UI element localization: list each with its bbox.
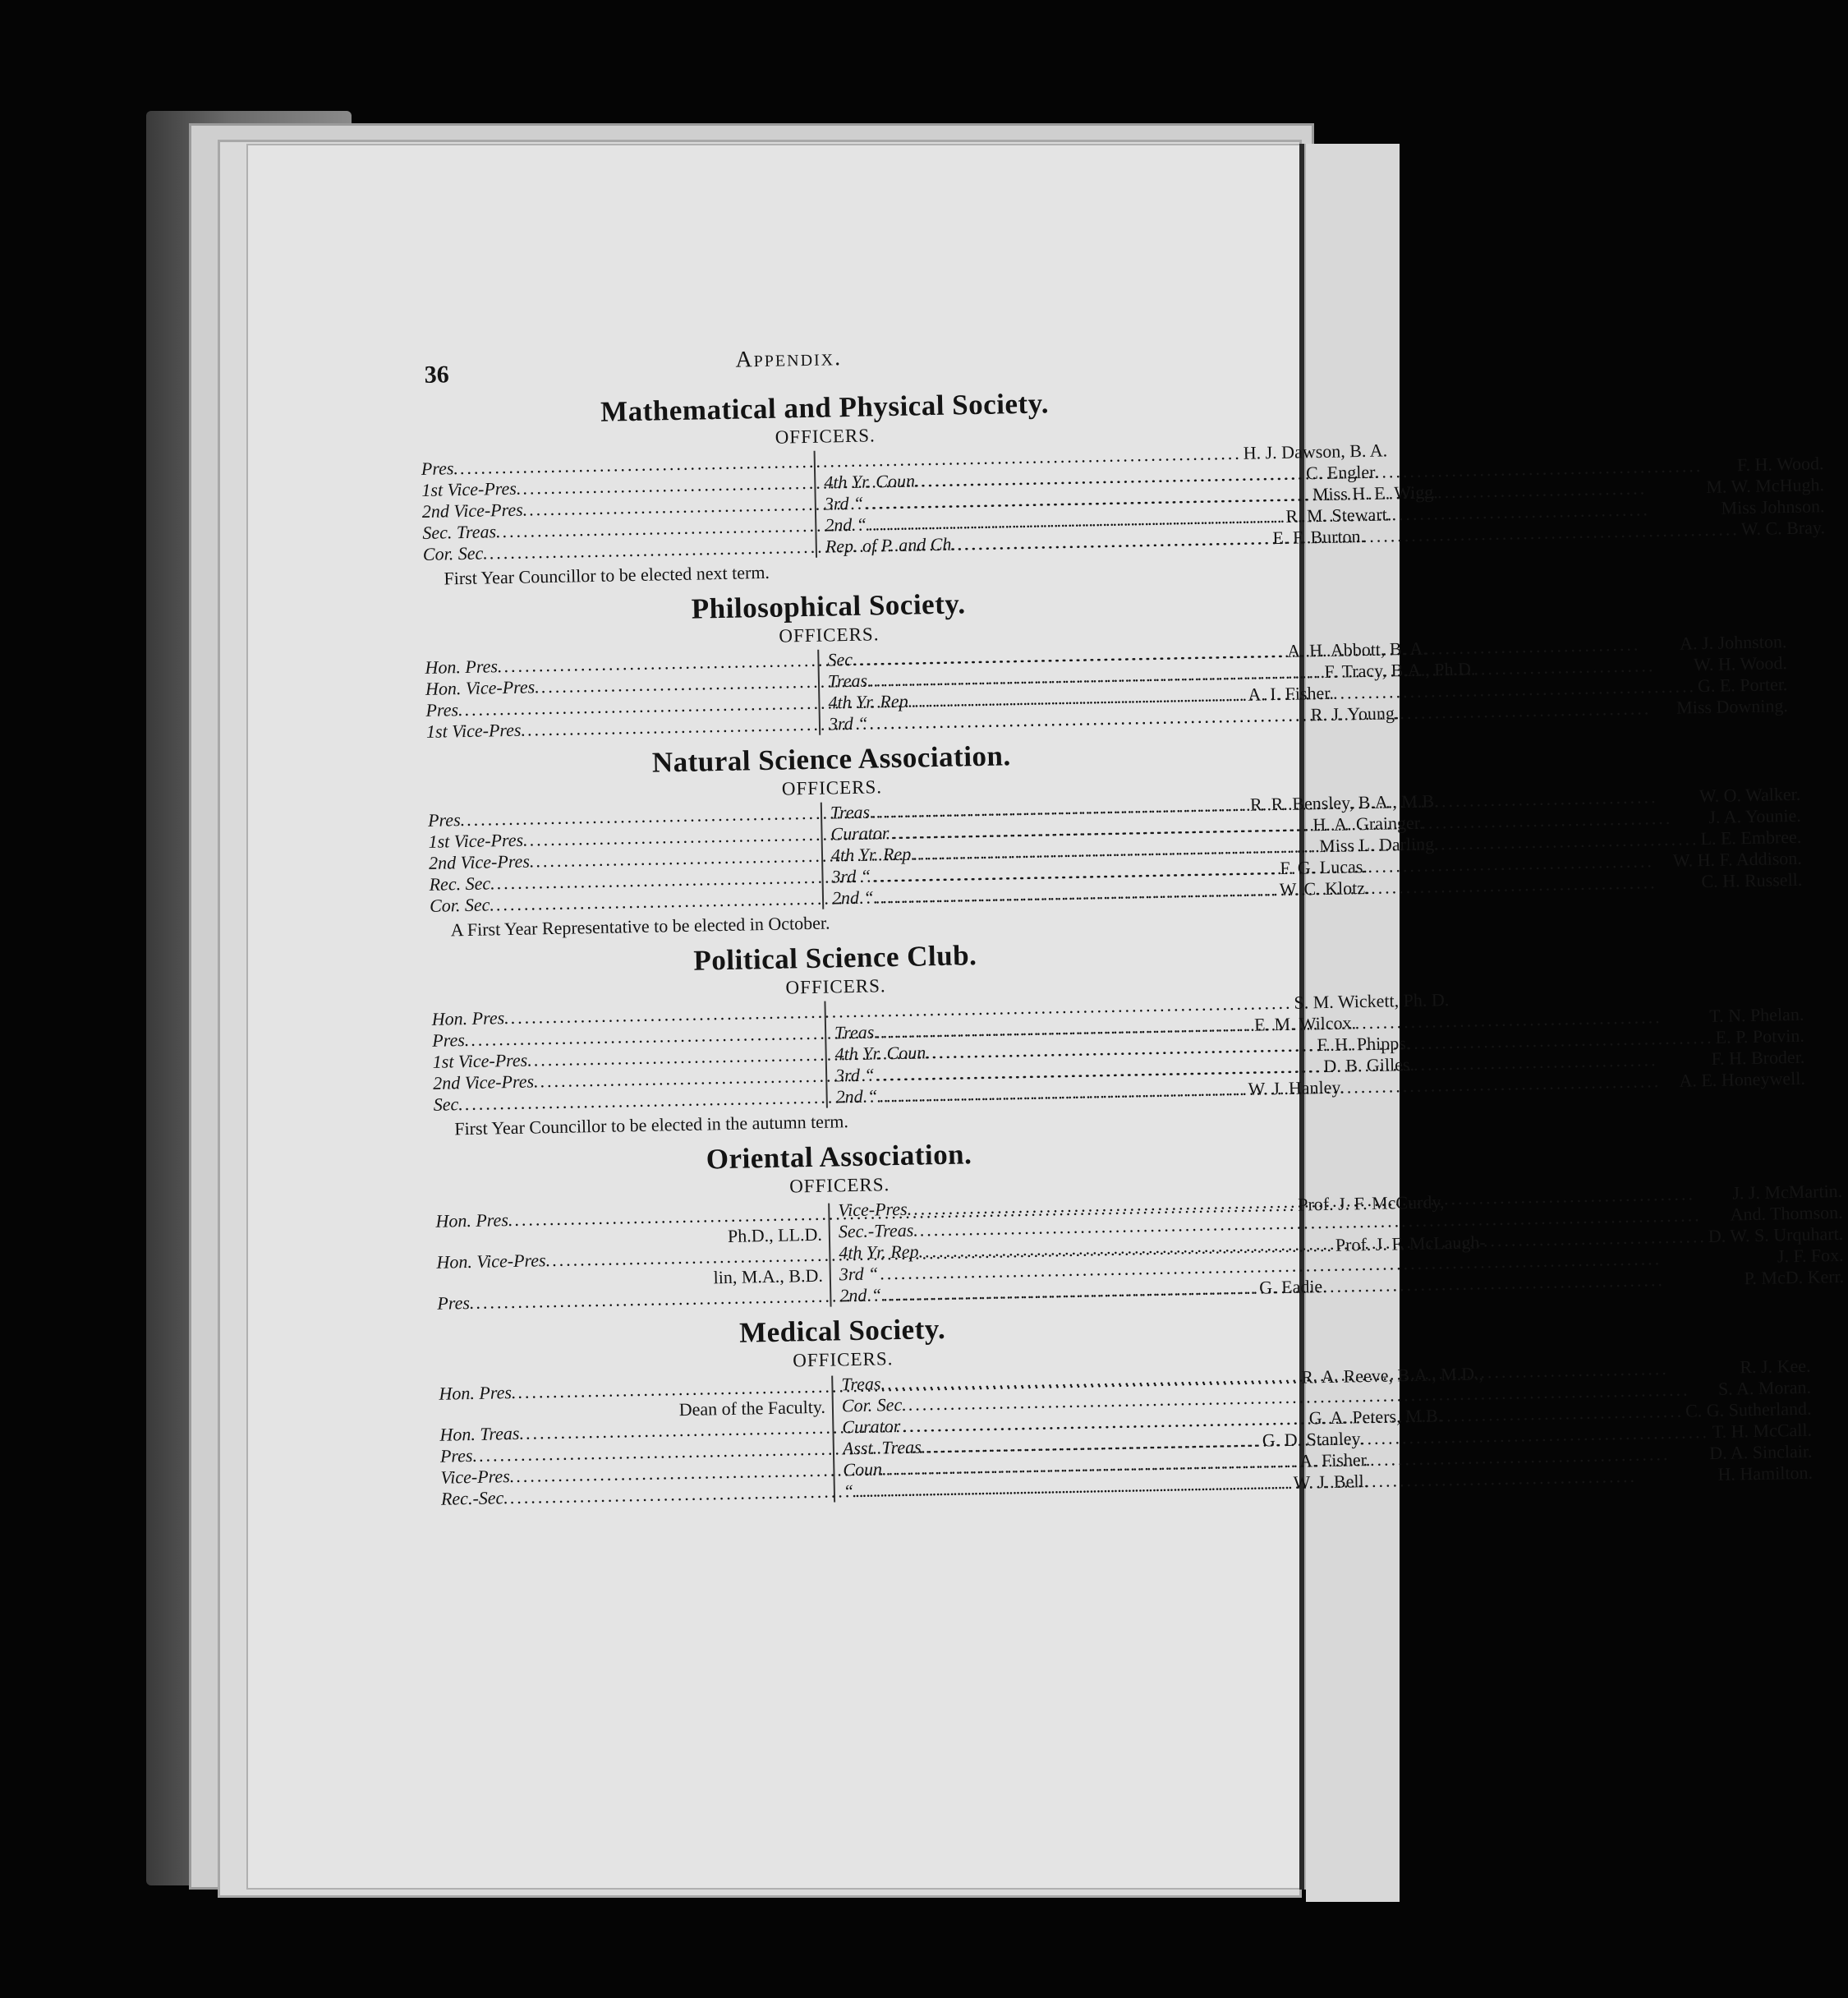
office-title: 2nd Vice-Pres.	[433, 1070, 539, 1093]
office-title: Hon. Vice-Pres.	[436, 1250, 551, 1273]
officer-name: H. J. Dawson, B. A.	[1243, 440, 1388, 463]
officer-name: G. Eadie.	[1258, 1275, 1327, 1298]
office-title: Vice-Pres.	[440, 1466, 515, 1488]
office-title: Cor. Sec.	[422, 542, 488, 564]
officer-column-right	[822, 784, 1803, 909]
office-title: Pres.	[421, 458, 459, 479]
officer-name: Prof. J. F. McLaugh-	[1335, 1231, 1486, 1255]
officer-column-right	[816, 453, 1825, 558]
society-title: Medical Society.	[738, 1312, 946, 1349]
office-title: 4th Yr. Coun.	[824, 470, 920, 493]
officer-column-right	[819, 631, 1788, 735]
office-title: 3rd “	[831, 865, 871, 887]
officer-column-right	[830, 1181, 1844, 1307]
officer-name: A. Fisher.	[1299, 1449, 1371, 1471]
officer-columns	[431, 989, 1806, 1116]
office-title: 1st Vice-Pres.	[432, 1049, 532, 1072]
officer-name: M. W. McHugh.	[1706, 474, 1825, 497]
office-title: 2nd “	[839, 1284, 882, 1306]
officer-name: F. H. Phipps.	[1317, 1032, 1411, 1056]
office-title: 3rd “	[824, 492, 864, 514]
office-title: Treas.	[841, 1373, 886, 1395]
running-title: Appendix.	[735, 345, 843, 373]
office-title: Pres.	[439, 1444, 478, 1466]
officers-heading: OFFICERS.	[779, 624, 880, 647]
officer-name: R. J. Kee.	[1740, 1355, 1811, 1378]
office-title: Treas.	[830, 801, 875, 823]
officer-name: W. H. F. Addison.	[1672, 847, 1803, 871]
officer-name: A. E. Honeywell.	[1679, 1067, 1806, 1091]
officer-name: G. E. Porter.	[1697, 674, 1788, 697]
office-title: Sec. Treas.	[422, 521, 501, 543]
officer-name-continued: lin, M.A., B.D.	[713, 1264, 824, 1288]
office-title: Pres.	[432, 1029, 470, 1051]
office-title: 2nd “	[825, 513, 867, 536]
office-title: Pres.	[437, 1291, 475, 1314]
officer-name: R. J. Young.	[1310, 702, 1400, 725]
officer-name: R. A. Reeve, B.A., M.D.,	[1300, 1363, 1484, 1388]
officer-name: And. Thomson.	[1730, 1201, 1843, 1225]
officer-name: L. E. Embree.	[1700, 826, 1802, 849]
office-title: 1st Vice-Pres.	[421, 477, 522, 500]
society-title: Philosophical Society.	[691, 587, 966, 625]
office-title: Sec.-Treas.	[838, 1219, 918, 1242]
officer-name: Miss H. E. Wigg.	[1312, 481, 1438, 505]
officer-name: Miss Downing.	[1676, 695, 1789, 718]
officer-name: E. P. Potvin.	[1715, 1024, 1805, 1047]
officer-name: S. A. Moran.	[1717, 1376, 1812, 1399]
society-title: Oriental Association.	[706, 1138, 972, 1176]
officer-name: G. D. Stanley.	[1262, 1428, 1364, 1451]
office-title: Hon. Vice-Pres.	[425, 676, 540, 699]
society-title: Natural Science Association.	[651, 739, 1012, 779]
officer-name: D. A. Sinclair.	[1708, 1440, 1813, 1464]
officers-heading: OFFICERS.	[781, 776, 883, 799]
office-title: Vice-Pres.	[838, 1198, 913, 1221]
officer-name: F. G. Lucas.	[1280, 855, 1368, 878]
office-title: Pres.	[427, 809, 466, 831]
office-title: 2nd Vice-Pres.	[428, 850, 535, 873]
page-content	[419, 329, 1845, 1518]
officer-name: Miss L. Darling.	[1318, 833, 1439, 857]
section-note: First Year Councillor to be elected in the autumn term.	[454, 1111, 849, 1139]
office-title: Sec.	[433, 1093, 464, 1115]
office-title: 4th Yr. Rep.	[839, 1241, 924, 1264]
officer-name: G. A. Peters, M.B.	[1308, 1405, 1443, 1429]
officer-name: W. C. Bray.	[1740, 517, 1826, 540]
office-title: Asst. Treas.	[842, 1436, 926, 1459]
officer-name: W. C. Klotz.	[1279, 877, 1370, 900]
office-title: 3rd “	[834, 1064, 875, 1086]
office-title: Hon. Pres.	[439, 1381, 517, 1404]
section-note: First Year Councillor to be elected next term.	[444, 561, 770, 589]
officers-heading: OFFICERS.	[793, 1348, 894, 1371]
officer-name: R. M. Stewart.	[1285, 504, 1392, 527]
office-title: Curator	[830, 822, 890, 845]
officer-column-right	[833, 1356, 1813, 1503]
office-title: Cor. Sec.	[841, 1393, 907, 1416]
officer-name: W. H. Wood.	[1693, 652, 1788, 675]
officer-name-continued: Dean of the Faculty.	[678, 1396, 826, 1420]
officer-name: T. H. McCall.	[1712, 1419, 1813, 1443]
office-title: Hon. Pres.	[431, 1007, 509, 1029]
society-sections	[420, 384, 1845, 1510]
officer-name-continued: Ph.D., LL.D.	[727, 1223, 823, 1246]
officer-name: A. J. Johnston.	[1679, 631, 1787, 654]
officer-name: Miss Johnson.	[1721, 495, 1825, 518]
office-title: Rec. Sec.	[429, 872, 495, 895]
society-title: Political Science Club.	[693, 939, 977, 977]
office-title: 2nd Vice-Pres.	[421, 499, 528, 522]
society-section	[430, 934, 1806, 1140]
office-title: Cor. Sec.	[429, 894, 495, 916]
officer-name: W. O. Walker.	[1699, 783, 1801, 807]
officer-name: C. H. Russell.	[1701, 868, 1803, 892]
office-title: Coun.	[843, 1458, 887, 1480]
officer-name: Prof. J. F. McCurdy,	[1297, 1191, 1445, 1215]
society-section	[424, 582, 1789, 743]
officer-name: F. H. Broder.	[1711, 1046, 1805, 1069]
office-title: Sec.	[827, 648, 857, 670]
officer-name: F. Tracy, B.A., Ph.D.	[1324, 658, 1476, 682]
office-title: Treas.	[827, 670, 872, 692]
officer-name: D. B. Gilles.	[1323, 1053, 1415, 1077]
office-title: 2nd “	[835, 1085, 878, 1107]
officer-name: H. A. Grainger.	[1312, 812, 1424, 836]
office-title: 4th Yr. Coun.	[834, 1042, 931, 1065]
officer-name: R. R. Bensley, B.A., M.B.	[1249, 790, 1439, 815]
office-title: 1st Vice-Pres.	[425, 719, 526, 742]
officer-name: F. H. Wood.	[1736, 453, 1824, 476]
officer-name: H. Hamilton.	[1717, 1462, 1814, 1485]
office-title: 3rd “	[828, 712, 868, 734]
officers-heading: OFFICERS.	[788, 1174, 890, 1197]
office-title: Treas.	[834, 1021, 879, 1043]
officer-name: W. J. Hanley.	[1248, 1076, 1345, 1099]
officer-name: S. M. Wickett, Ph. D.	[1294, 989, 1450, 1013]
officer-name: E. F. Burton.	[1272, 525, 1366, 549]
officer-name: T. N. Phelan.	[1709, 1003, 1804, 1026]
officer-name: P. McD. Kerr.	[1744, 1265, 1845, 1289]
office-title: 4th Yr. Rep.	[828, 690, 913, 713]
office-title: Rec.-Sec.	[440, 1487, 509, 1509]
society-section	[420, 384, 1826, 590]
office-title: 2nd “	[831, 886, 874, 909]
society-title: Mathematical and Physical Society.	[600, 387, 1050, 428]
office-title: 4th Yr. Rep.	[830, 843, 916, 866]
office-title: “	[843, 1480, 854, 1502]
office-title: Curator	[842, 1415, 901, 1438]
officer-name: A. I. Fisher.	[1248, 682, 1335, 705]
office-title: Rep. of P. and Ch.	[825, 533, 957, 557]
officer-column-right	[826, 1004, 1805, 1108]
officer-name: D. W. S. Urquhart.	[1708, 1222, 1844, 1247]
officers-heading: OFFICERS.	[775, 425, 876, 448]
office-title: 3rd “	[839, 1263, 879, 1285]
officer-name: J. F. Fox.	[1777, 1244, 1844, 1267]
society-section	[426, 735, 1803, 941]
office-title: 1st Vice-Pres.	[428, 829, 528, 852]
office-title: Hon. Pres.	[435, 1209, 513, 1231]
society-section	[438, 1307, 1814, 1510]
office-title: Pres.	[425, 699, 463, 720]
officer-columns	[421, 440, 1826, 565]
officer-name: E. M. Wilcox.	[1253, 1012, 1357, 1035]
office-title: Hon. Pres.	[425, 656, 503, 678]
officer-name: C. Engler.	[1305, 461, 1379, 484]
section-note: A First Year Representative to be elected in October.	[450, 912, 830, 941]
office-title: Hon. Treas.	[439, 1422, 525, 1445]
officers-heading: OFFICERS.	[785, 975, 886, 998]
officer-name: J. A. Younie.	[1708, 804, 1802, 827]
society-section	[434, 1133, 1845, 1314]
officer-name: C. G. Sutherland.	[1685, 1397, 1812, 1421]
officer-name: A. H. Abbott, B. A.	[1287, 638, 1427, 661]
officer-name: J. J. McMartin.	[1732, 1180, 1843, 1204]
officer-name: W. J. Bell.	[1293, 1471, 1369, 1493]
page-number: 36	[424, 361, 450, 389]
